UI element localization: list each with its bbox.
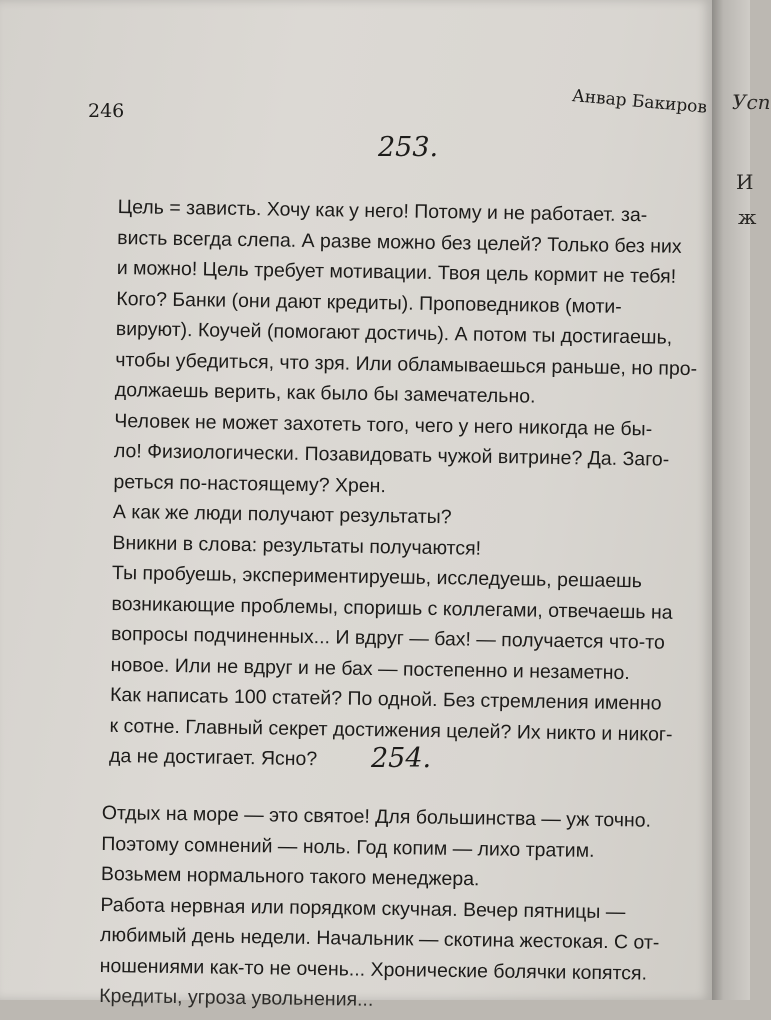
- section-number-254: 254.: [371, 743, 432, 774]
- adjacent-page-edge: [712, 0, 771, 1000]
- text-line: к сотне. Главный секрет достижения целей? Их никто и никог-: [109, 714, 673, 746]
- adjacent-page-header-fragment: Усп: [732, 90, 771, 114]
- text-line: Кого? Банки (они дают кредиты). Проповедников (моти-: [116, 287, 622, 318]
- text-line: Возьмем нормального такого менеджера.: [100, 862, 480, 891]
- text-line: висть всегда слепа. А разве можно без целей? Только без них: [117, 226, 682, 258]
- adjacent-page-text-fragment: ж: [738, 205, 757, 229]
- text-line: Вникни в слова: результаты получаются!: [112, 531, 482, 560]
- text-line: Отдых на море — это святое! Для большинства — уж точно.: [101, 801, 652, 832]
- section-254-text: [99, 798, 712, 1020]
- text-line: должаешь верить, как было бы замечательно.: [114, 378, 536, 408]
- text-line: новое. Или не вдруг и не бах — постепенно и незаметно.: [110, 653, 630, 684]
- text-line: ло! Физиологически. Позавидовать чужой витрине? Да. Заго-: [113, 439, 670, 471]
- text-line: любимый день недели. Начальник — скотина жестокая. С от-: [99, 923, 660, 954]
- text-line: Цель = зависть. Хочу как у него! Потому и не работает. за-: [117, 195, 648, 227]
- text-line: да не достигает. Ясно?: [108, 744, 318, 771]
- text-line: Кредиты, угроза увольнения...: [99, 984, 374, 1011]
- section-253-text: [109, 192, 712, 781]
- text-line: чтобы убедиться, что зря. Или обламываешься раньше, но про-: [115, 348, 698, 380]
- text-line: Работа нервная или порядком скучная. Вечер пятницы —: [100, 893, 626, 923]
- text-line: реться по-настоящему? Хрен.: [113, 470, 387, 497]
- text-line: возникающие проблемы, споришь с коллегами, отвечаешь на: [111, 592, 673, 624]
- text-line: вируют). Коучей (помогают достичь). А потом ты достигаешь,: [115, 317, 673, 349]
- page-number: 246: [88, 100, 125, 122]
- text-line: Ты пробуешь, экспериментируешь, исследуешь, решаешь: [111, 561, 643, 593]
- adjacent-page-text-fragment: И: [736, 170, 754, 194]
- text-line: Как написать 100 статей? По одной. Без стремления именно: [109, 683, 662, 715]
- text-line: А как же люди получают результаты?: [112, 500, 452, 529]
- section-number-253: 253.: [378, 132, 439, 163]
- text-line: Поэтому сомнений — ноль. Год копим — лихо тратим.: [101, 832, 595, 862]
- text-line: вопросы подчиненных... И вдруг — бах! — получается что-то: [110, 622, 665, 654]
- running-head-author: Анвар Бакиров: [571, 86, 708, 118]
- text-line: Человек не может захотеть того, чего у него никогда не бы-: [114, 409, 653, 440]
- text-line: ношениями как-то не очень... Хронические болячки копятся.: [99, 954, 648, 985]
- text-line: и можно! Цель требует мотивации. Твоя цель кормит не тебя!: [116, 256, 677, 288]
